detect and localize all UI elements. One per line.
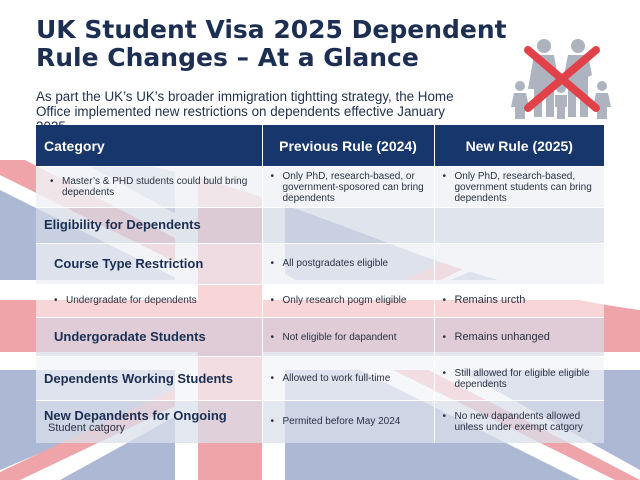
previous-rule-text: Permited before May 2024	[282, 416, 401, 428]
category-cell	[36, 208, 262, 243]
table-row	[36, 357, 604, 400]
previous-rule-cell: • Allowed to work full-time	[262, 357, 434, 400]
new-rule-cell	[434, 243, 604, 284]
table-row	[36, 167, 604, 208]
header-previous-rule: Previous Rule (2024)	[262, 125, 434, 167]
previous-rule-text: Only research pogm eligible	[282, 295, 407, 307]
rules-comparison-table	[36, 125, 604, 443]
previous-rule-cell	[262, 208, 434, 243]
category-cell	[36, 400, 262, 443]
table-row	[36, 284, 604, 317]
family-crossed-out-icon	[506, 38, 616, 120]
previous-rule-text: Not eligible for dapandent	[282, 331, 397, 343]
new-rule-text: Only PhD, research-based, government students can bring dependents	[454, 170, 592, 204]
category-heading: Undergoradate Students	[54, 329, 206, 345]
category-heading: Dependents Working Students	[44, 370, 233, 386]
new-rule-cell: • Remains urcth	[434, 284, 604, 317]
table-row	[36, 243, 604, 284]
previous-rule-cell: • All postgradates eligible	[262, 243, 434, 284]
category-cell	[36, 243, 262, 284]
table-row	[36, 318, 604, 357]
new-rule-cell	[434, 208, 604, 243]
intro-paragraph: As part the UK’s UK’s broader immigration tightting strategy, the Home Office implemented new restrictions on dependents effective January	[36, 89, 454, 120]
table-row	[36, 208, 604, 243]
new-rule-cell: • Still allowed for eligible eligible dependents	[434, 357, 604, 400]
new-rule-cell: • Only PhD, research-based, government students can bring dependents	[434, 167, 604, 208]
new-rule-text: Remains urcth	[454, 294, 526, 307]
previous-rule-cell: • Permited before May 2024	[262, 400, 434, 443]
new-rule-cell: • Remains unhanged	[434, 318, 604, 357]
category-subtext: Student catgory	[48, 422, 126, 435]
previous-rule-text: All postgradates eligible	[282, 258, 389, 270]
category-heading: Eligibility for Dependents	[44, 217, 201, 233]
category-heading: Course Type Restriction	[54, 255, 204, 271]
new-rule-text: Still allowed for eligible eligible dependents	[454, 367, 590, 390]
table-row	[36, 400, 604, 443]
category-cell: • Undergradate for dependents	[36, 284, 262, 317]
header-category: Category	[36, 125, 262, 167]
category-cell	[36, 357, 262, 400]
category-text: Undergradate for dependents	[66, 295, 197, 307]
previous-rule-text: Only PhD, research-based, or government-sposored can bring dependents	[282, 170, 424, 204]
category-cell: • Master’s & PHD students could buld bring dependents	[36, 167, 262, 208]
category-cell	[36, 318, 262, 357]
header-new-rule: New Rule (2025)	[434, 125, 604, 167]
previous-rule-text: Allowed to work full-time	[282, 373, 391, 385]
new-rule-text: No new dapandents allowed unless under exempt catgory	[454, 410, 583, 433]
previous-rule-cell: • Only PhD, research-based, or government-sposored can bring dependents	[262, 167, 434, 208]
previous-rule-cell: • Only research pogm eligible	[262, 284, 434, 317]
new-rule-cell: • No new dapandents allowed unless under exempt catgory	[434, 400, 604, 443]
category-heading: New Depandents for Ongoing	[44, 408, 227, 424]
page-title: UK Student Visa 2025 Dependent Rule Changes – At a Glance	[36, 15, 507, 72]
previous-rule-cell: • Not eligible for dapandent	[262, 318, 434, 357]
category-text: Master’s & PHD students could buld bring dependents	[62, 176, 248, 199]
new-rule-text: Remains unhanged	[454, 330, 550, 343]
table-header-row	[36, 125, 604, 167]
